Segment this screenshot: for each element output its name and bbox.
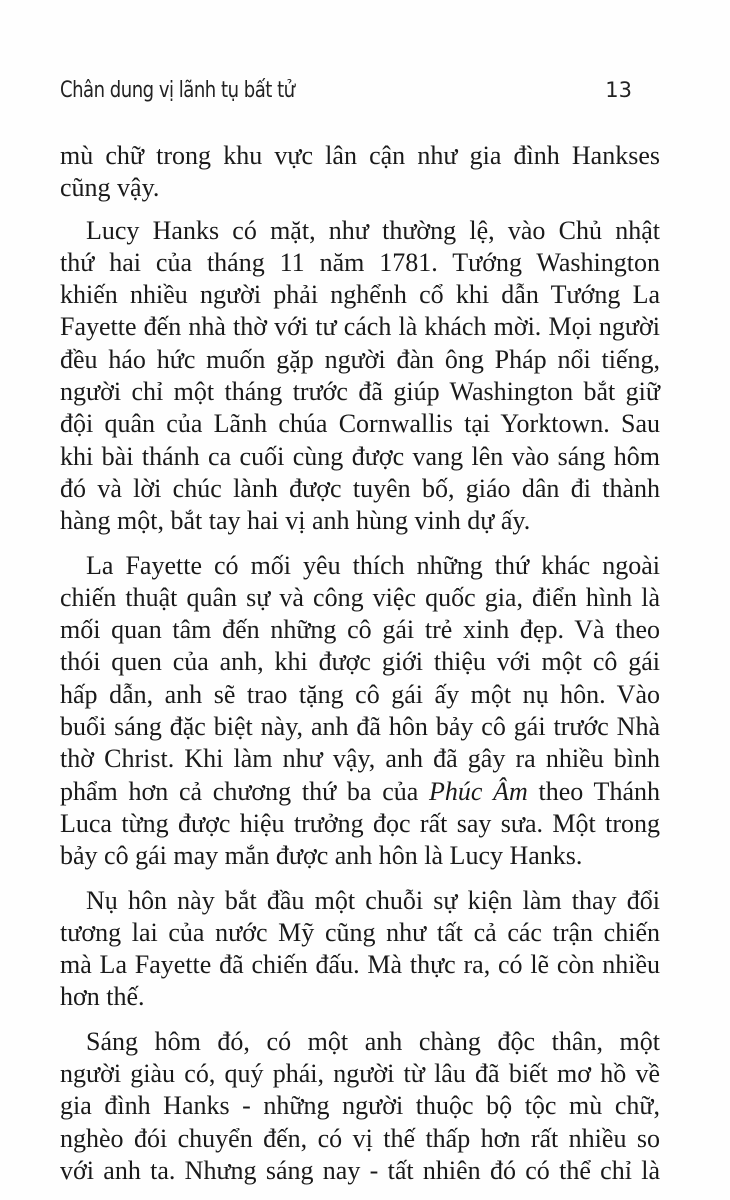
text-line: Sáng hôm đó, có một anh chàng độc thân, một <box>86 1026 660 1056</box>
text-line: bảy cô gái may mắn được anh hôn là Lucy Hanks. <box>60 841 583 871</box>
paragraph-2 <box>60 215 660 538</box>
text-line: Fayette đến nhà thờ với tư cách là khách mời. Mọi người <box>60 312 660 342</box>
text-line: thứ hai của tháng 11 năm 1781. Tướng Washington <box>60 247 660 277</box>
text-line: hơn thế. <box>60 982 145 1012</box>
text-line: thói quen của anh, khi được giới thiệu với một cô gái <box>60 647 660 677</box>
text-line: mối quan tâm đến những cô gái trẻ xinh đẹp. Và theo <box>60 615 660 645</box>
text-line: cũng vậy. <box>60 173 160 203</box>
paragraph-4 <box>60 885 660 1014</box>
text-line: Luca từng được hiệu trưởng đọc rất say sưa. Một trong <box>60 808 660 838</box>
text-line: mà La Fayette đã chiến đấu. Mà thực ra, có lẽ còn nhiều <box>60 950 660 980</box>
paragraph-1 <box>60 140 660 205</box>
text-line: tương lai của nước Mỹ cũng như tất cả các trận chiến <box>60 917 660 947</box>
text-line: người chỉ một tháng trước đã giúp Washington bắt giữ <box>60 377 660 407</box>
body-text <box>60 140 660 1199</box>
text-line: chiến thuật quân sự và công việc quốc gia, điển hình là <box>60 582 660 612</box>
paragraph-3 <box>60 550 660 873</box>
text-line: đều háo hức muốn gặp người đàn ông Pháp nổi tiếng, <box>60 344 660 374</box>
text-line: thờ Christ. Khi làm như vậy, anh đã gây ra nhiều bình <box>60 744 660 774</box>
text-line: khi bài thánh ca cuối cùng được vang lên vào sáng hôm <box>60 441 660 471</box>
text-line: Lucy Hanks có mặt, như thường lệ, vào Chủ nhật <box>86 215 660 245</box>
paragraph-5 <box>60 1026 660 1187</box>
running-header <box>60 78 632 110</box>
text-segment: theo Thánh <box>527 776 660 806</box>
text-segment: phẩm hơn cả chương thứ ba của <box>60 776 429 806</box>
text-line: gia đình Hanks - những người thuộc bộ tộc mù chữ, <box>60 1091 660 1121</box>
text-line: đội quân của Lãnh chúa Cornwallis tại Yorktown. Sau <box>60 409 660 439</box>
text-line: mù chữ trong khu vực lân cận như gia đình Hankses <box>60 141 660 170</box>
text-line: hấp dẫn, anh sẽ trao tặng cô gái ấy một nụ hôn. Vào <box>60 679 660 709</box>
text-line: với anh ta. Nhưng sáng nay - tất nhiên đó có thể chỉ là <box>60 1155 660 1185</box>
text-line: nghèo đói chuyển đến, có vị thế thấp hơn rất nhiều so <box>60 1123 660 1153</box>
text-line: đó và lời chúc lành được tuyên bố, giáo dân đi thành <box>60 473 660 503</box>
page-number: 13 <box>605 78 632 102</box>
text-line: khiến nhiều người phải nghểnh cổ khi dẫn Tướng La <box>60 280 660 310</box>
italic-title: Phúc Âm <box>429 776 528 806</box>
text-line: hàng một, bắt tay hai vị anh hùng vinh dự ấy. <box>60 506 531 536</box>
text-line-with-italic <box>60 776 660 808</box>
text-line: người giàu có, quý phái, người từ lâu đã biết mơ hồ về <box>60 1059 660 1089</box>
running-title: Chân dung vị lãnh tụ bất tử <box>60 78 295 103</box>
text-line: La Fayette có mối yêu thích những thứ khác ngoài <box>86 550 660 580</box>
text-line: Nụ hôn này bắt đầu một chuỗi sự kiện làm thay đổi <box>86 885 660 915</box>
text-line: buổi sáng đặc biệt này, anh đã hôn bảy cô gái trước Nhà <box>60 712 660 742</box>
